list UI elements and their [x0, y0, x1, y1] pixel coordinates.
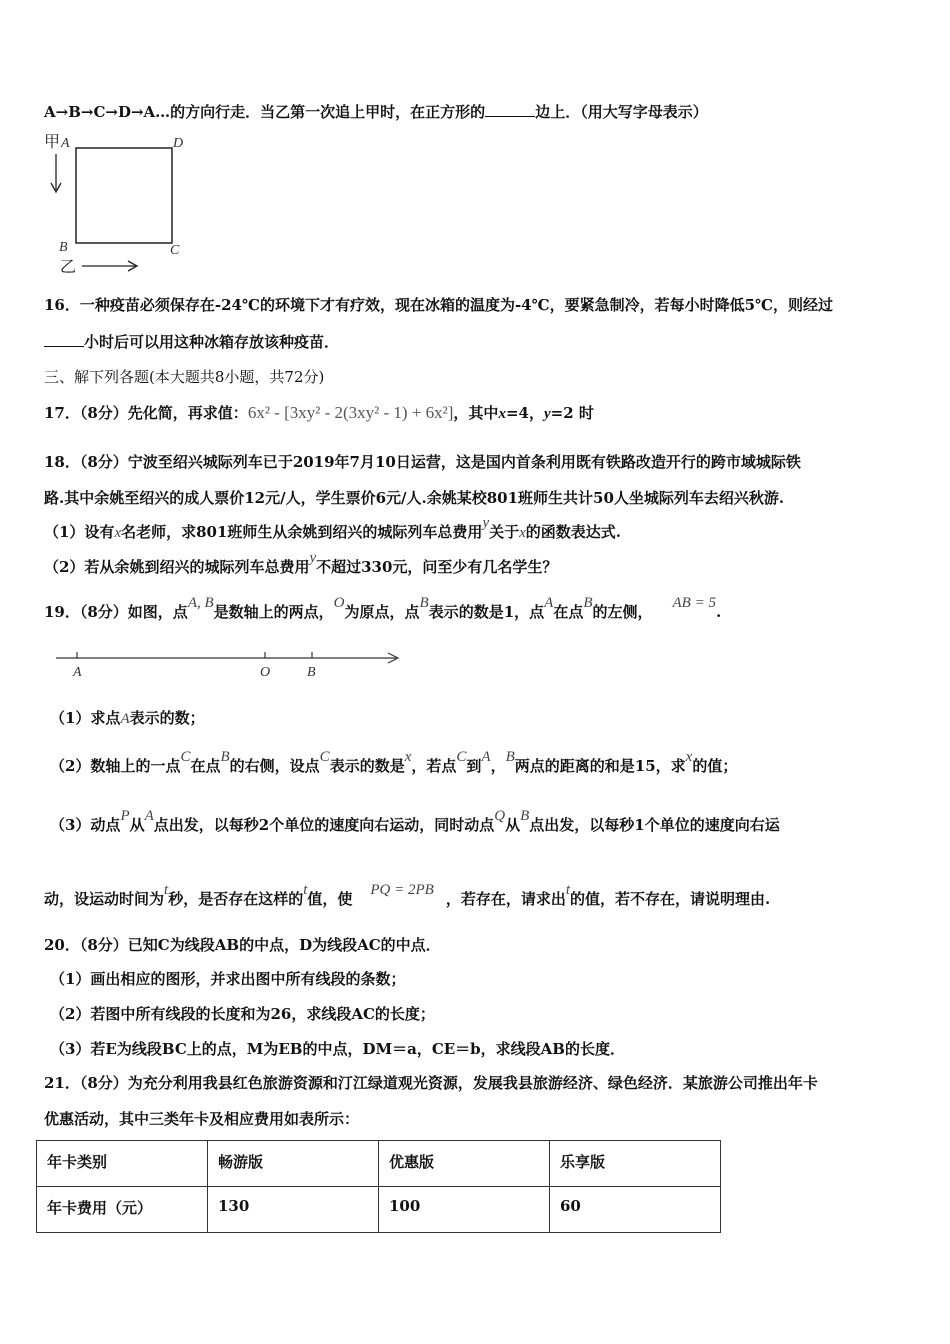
q19-p3-eq: PQ = 2PB — [370, 882, 434, 898]
table-cell: 100 — [379, 1187, 550, 1233]
q19-p3-P: P — [120, 808, 130, 824]
q18-p1-b: 名老师，求801班师生从余姚到绍兴的城际列车总费用 — [121, 523, 483, 541]
q15-text-after: 边上．（用大写字母表示） — [535, 103, 708, 121]
q19-p3-f: 动，设运动时间为 — [44, 890, 165, 908]
q16-line1: 16．一种疫苗必须保存在-24℃的环境下才有疗效，现在冰箱的温度为-4℃，要紧急制冷，若每小时降低5℃，则经过 — [44, 296, 833, 314]
q19-p1-A: A — [120, 711, 130, 727]
q19-p2-x2: x — [685, 749, 693, 765]
q16-answer-blank[interactable] — [44, 346, 84, 347]
table-header-cell: 年卡类别 — [37, 1141, 208, 1187]
q19-p2-c: 的右侧，设点 — [229, 757, 320, 775]
q18-p1-x2: x — [519, 525, 526, 541]
table-header-cell: 乐享版 — [550, 1141, 721, 1187]
q19-number-line — [50, 646, 410, 682]
q18-p1-d: 的函数表达式. — [525, 523, 622, 541]
table-header-row — [37, 1141, 721, 1187]
q19-p2-C2: C — [319, 749, 330, 765]
q19-p2-f: 到 — [466, 757, 482, 775]
q19-p3-h: 值，使 — [307, 890, 353, 908]
q19-b: B — [419, 595, 429, 611]
q19-a: A — [544, 595, 554, 611]
q19-p3-i: ，若存在，请求出 — [445, 890, 566, 908]
q20-line4: （3）若E为线段BC上的点，M为EB的中点，DM＝a，CE＝b，求线段AB的长度． — [50, 1040, 625, 1058]
q18-p1-a: （1）设有 — [44, 523, 115, 541]
q19-ab-eq: AB = 5 — [672, 595, 716, 611]
q19-s3: 为原点，点 — [344, 603, 420, 621]
q19-p1-a: （1）求点 — [50, 709, 121, 727]
q19-p2-g: ， — [490, 757, 506, 775]
label-jia: 甲 — [44, 134, 61, 151]
q19-p1-b: 表示的数； — [129, 709, 205, 727]
table-cell: 年卡费用（元） — [37, 1187, 208, 1233]
q19-part2 — [50, 749, 738, 777]
table-cell: 130 — [208, 1187, 379, 1233]
annual-card-fee-table — [36, 1140, 721, 1233]
table-cell: 60 — [550, 1187, 721, 1233]
q19-o: O — [333, 595, 345, 611]
q19-s2: 是数轴上的两点， — [213, 603, 334, 621]
q19-s5: 在点 — [553, 603, 584, 621]
q19-s7: . — [715, 603, 722, 621]
q15-square-figure — [40, 128, 200, 278]
q17-val-x: =4， — [505, 404, 544, 422]
q19-p3-t2: t — [303, 882, 308, 898]
table-row — [37, 1187, 721, 1233]
q16-line2-text: 小时后可以用这种冰箱存放该种疫苗． — [84, 333, 340, 351]
q19-p2-i: 的值； — [692, 757, 738, 775]
q19-p3-g: 秒，是否存在这样的 — [168, 890, 304, 908]
q19-p3-b: 从 — [129, 816, 145, 834]
q18-part2 — [44, 550, 558, 578]
q21-line1: 21．（8分）为充分利用我县红色旅游资源和汀江绿道观光资源，发展我县旅游经济、绿色经济．某旅游公司推出年卡 — [44, 1074, 818, 1092]
axis-label-B: B — [307, 665, 316, 680]
q19-p2-C3: C — [456, 749, 467, 765]
q19-p3-t: t — [164, 882, 169, 898]
q18-p1-x: x — [114, 525, 122, 541]
q19-p3-c: 点出发，以每秒2个单位的速度向右运动，同时动点 — [153, 816, 495, 834]
q19-stem — [44, 595, 722, 623]
vertex-A: A — [61, 136, 70, 151]
q19-p2-e: ，若点 — [411, 757, 457, 775]
table-header-cell: 优惠版 — [379, 1141, 550, 1187]
q17-prefix: 17．（8分）先化简，再求值： — [44, 404, 248, 422]
q15-text — [44, 102, 708, 122]
q19-s1: 19．（8分）如图，点 — [44, 603, 188, 621]
q19-p3-B: B — [520, 808, 530, 824]
axis-label-A: A — [73, 665, 82, 680]
q18-line2: 路.其中余姚至绍兴的成人票价12元/人，学生票价6元/人.余姚某校801班师生共计50人坐城际列车去绍兴秋游. — [44, 489, 785, 507]
vertex-C: C — [170, 243, 180, 258]
q17-expression: 6x² - [3xy² - 2(3xy² - 1) + 6x²] — [247, 403, 454, 422]
q18-line1: 18．（8分）宁波至绍兴城际列车已于2019年7月10日运营，这是国内首条利用既有铁路改造开行的跨市域城际铁 — [44, 453, 801, 471]
q16-line2 — [44, 332, 339, 352]
q17-suffix: ，其中 — [453, 404, 499, 422]
q19-part1 — [50, 708, 205, 729]
q19-s6: 的左侧， — [592, 603, 653, 621]
q17-var-x: x — [498, 406, 506, 422]
q18-p2-y: y — [309, 550, 317, 566]
q18-p2-a: （2）若从余姚到绍兴的城际列车总费用 — [44, 558, 310, 576]
q19-p3-A: A — [144, 808, 154, 824]
q18-p2-b: 不超过330元，问至少有几名学生？ — [316, 558, 558, 576]
q19-b2: B — [583, 595, 593, 611]
vertex-B: B — [59, 240, 68, 255]
q19-p2-B2: B — [505, 749, 515, 765]
table-header-cell: 畅游版 — [208, 1141, 379, 1187]
q19-p2-d: 表示的数是 — [329, 757, 405, 775]
q19-part3-cont — [44, 882, 771, 910]
q20-line2: （1）画出相应的图形，并求出图中所有线段的条数； — [50, 970, 406, 988]
q19-ab-points: A, B — [187, 595, 214, 611]
q19-p3-Q: Q — [494, 808, 506, 824]
label-yi: 乙 — [60, 259, 77, 276]
q19-p2-B: B — [220, 749, 230, 765]
q19-p3-d: 从 — [505, 816, 521, 834]
q20-line3: （2）若图中所有线段的长度和为26，求线段AC的长度； — [50, 1005, 435, 1023]
q19-p2-b: 在点 — [190, 757, 221, 775]
q17-val-y: =2 时 — [550, 404, 594, 422]
square-shape — [76, 148, 172, 243]
q19-p2-A: A — [481, 749, 491, 765]
q19-p3-t3: t — [565, 882, 571, 898]
q19-p3-j: 的值，若不存在，请说明理由. — [570, 890, 771, 908]
q20-line1: 20．（8分）已知C为线段AB的中点，D为线段AC的中点． — [44, 936, 441, 954]
q19-p3-e: 点出发，以每秒1个单位的速度向右运 — [529, 816, 780, 834]
q15-text-before: A→B→C→D→A…的方向行走．当乙第一次追上甲时，在正方形的 — [44, 103, 486, 121]
q17 — [44, 403, 594, 424]
q19-p2-h: 两点的距离的和是15，求 — [514, 757, 686, 775]
q17-var-y: y — [543, 406, 551, 422]
q15-answer-blank[interactable] — [485, 116, 535, 117]
q19-s4: 表示的数是1，点 — [428, 603, 545, 621]
axis-label-O: O — [260, 665, 271, 680]
section-3-title: 三、解下列各题(本大题共8小题，共72分) — [44, 368, 325, 386]
q21-line2: 优惠活动，其中三类年卡及相应费用如表所示： — [44, 1110, 360, 1128]
q19-p3-a: （3）动点 — [50, 816, 121, 834]
q19-part3 — [50, 808, 780, 836]
vertex-D: D — [173, 136, 184, 151]
q19-p2-C: C — [180, 749, 191, 765]
q18-part1 — [44, 515, 622, 543]
q18-p1-y: y — [482, 515, 490, 531]
q18-p1-c: 关于 — [489, 523, 520, 541]
q19-p2-x: x — [404, 749, 412, 765]
q19-p2-a: （2）数轴上的一点 — [50, 757, 181, 775]
